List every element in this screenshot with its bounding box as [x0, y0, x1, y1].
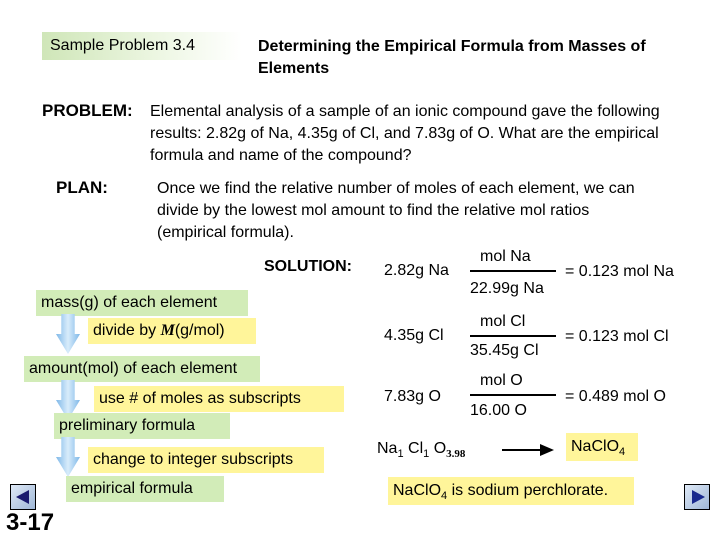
calc-result-cl: = 0.123 mol Cl — [565, 328, 669, 345]
formula-na-sub: 1 — [397, 448, 404, 460]
fraction-bar-o — [470, 394, 556, 396]
divide-unit: (g/mol) — [174, 322, 225, 339]
forward-arrow-icon — [692, 490, 705, 504]
formula-o: O — [433, 440, 447, 457]
fraction-bar-na — [470, 270, 556, 272]
calc-num-na: mol Na — [480, 248, 531, 265]
calc-result-o: = 0.489 mol O — [565, 388, 666, 405]
flow-step-amount: amount(mol) of each element — [24, 356, 260, 382]
formula-cl: Cl — [408, 440, 424, 457]
formula-o-sub: 3.98 — [446, 448, 466, 460]
flow-arrow-1 — [56, 314, 80, 354]
flow-arrow-3 — [56, 437, 80, 477]
formula-cl-sub: 1 — [423, 448, 430, 460]
divide-text: divide by — [93, 322, 161, 339]
calc-mass-na: 2.82g Na — [384, 262, 449, 279]
flow-step-preliminary: preliminary formula — [54, 413, 230, 439]
calc-mass-cl: 4.35g Cl — [384, 327, 444, 344]
calc-num-cl: mol Cl — [480, 313, 526, 330]
conclusion-formula-sub: 4 — [441, 490, 448, 502]
problem-label: PROBLEM: — [42, 101, 133, 120]
forward-button[interactable] — [684, 484, 710, 510]
conclusion-rest: is sodium perchlorate. — [447, 482, 609, 499]
conclusion-formula-base: NaClO — [393, 482, 442, 499]
back-button[interactable] — [10, 484, 36, 510]
result-formula-base: NaClO — [571, 438, 620, 455]
plan-text: Once we find the relative number of moles of each element, we can divide by the lowest mol amount to find the relative mol ratios (empirical formula). — [157, 180, 635, 241]
formula-na: Na — [377, 440, 398, 457]
sample-problem-tag: Sample Problem 3.4 — [42, 32, 242, 60]
flow-action-integer: change to integer subscripts — [88, 447, 324, 473]
calc-mass-o: 7.83g O — [384, 388, 441, 405]
slide-number: 3-17 — [6, 509, 55, 536]
flow-action-divide — [88, 318, 256, 344]
fraction-bar-cl — [470, 335, 556, 337]
plan-label: PLAN: — [56, 178, 108, 197]
back-arrow-icon — [16, 490, 29, 504]
flow-step-mass: mass(g) of each element — [36, 290, 248, 316]
calc-den-o: 16.00 O — [470, 402, 527, 419]
molar-mass-symbol: M — [160, 322, 175, 339]
calc-num-o: mol O — [480, 372, 523, 389]
calc-den-cl: 35.45g Cl — [470, 342, 539, 359]
result-arrow-icon — [502, 442, 554, 458]
conclusion-text — [388, 477, 634, 505]
page-title: Determining the Empirical Formula from Masses of Elements — [258, 38, 646, 77]
solution-label: SOLUTION: — [264, 258, 352, 275]
result-formula — [566, 433, 638, 461]
flow-step-empirical: empirical formula — [66, 476, 224, 502]
calc-result-na: = 0.123 mol Na — [565, 263, 674, 280]
flow-action-subscripts: use # of moles as subscripts — [94, 386, 344, 412]
problem-text: Elemental analysis of a sample of an ionic compound gave the following results: 2.82g of Na, 4.35g of Cl, and 7.83g of O. What are the empirical formula and name of the compound? — [150, 103, 660, 164]
calc-den-na: 22.99g Na — [470, 280, 544, 297]
result-formula-sub: 4 — [619, 446, 626, 458]
preliminary-formula — [377, 440, 465, 460]
